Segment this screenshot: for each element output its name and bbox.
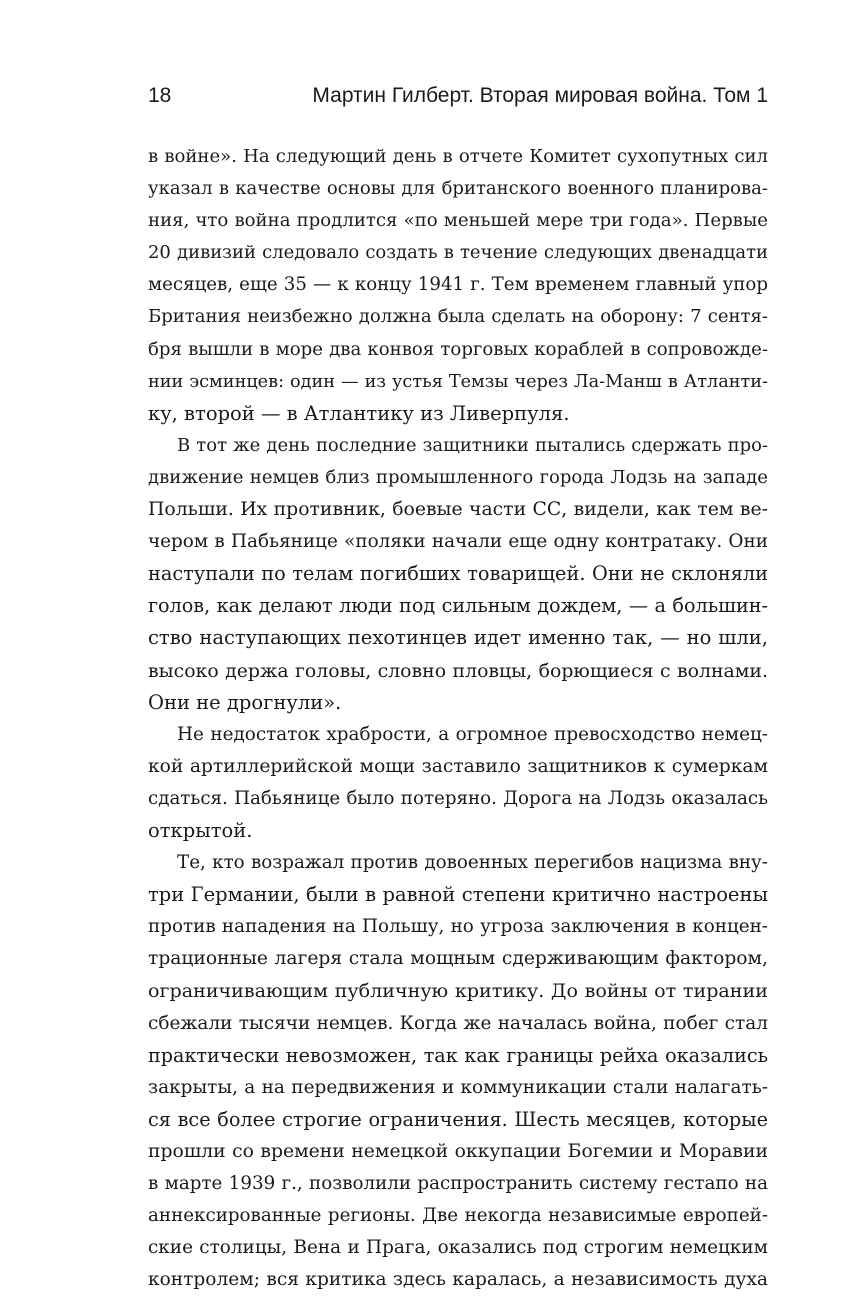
text-line: нии эсминцев: один — из устья Темзы через Ла-Манш в Атланти- <box>148 371 768 392</box>
text-line: ограничивающим публичную критику. До войны от тирании <box>148 979 768 1003</box>
paragraph-first-line: Те, кто возражал против довоенных перегибов нацизма вну- <box>177 852 768 874</box>
text-line: открытой. <box>148 818 253 842</box>
text-line: Польши. Их противник, боевые части СС, видели, как тем ве- <box>148 499 768 521</box>
text-line: бря вышли в море два конвоя торговых кораблей в сопровожде- <box>148 338 768 360</box>
text-line: Они не дрогнули». <box>148 690 342 714</box>
text-line: наступали по телам погибших товарищей. Они не склоняли <box>148 562 768 586</box>
text-line: практически невозможен, так как границы рейха оказались <box>148 1043 768 1067</box>
text-line: сбежали тысячи немцев. Когда же началась война, побег стал <box>148 1012 768 1034</box>
paragraph-first-line: В тот же день последние защитники пытались сдержать про- <box>177 434 768 456</box>
text-line: ку, второй — в Атлантику из Ливерпуля. <box>148 401 570 425</box>
text-line: кой артиллерийской мощи заставило защитников к сумеркам <box>148 755 768 777</box>
page-number: 18 <box>148 84 172 107</box>
text-line: контролем; вся критика здесь каралась, а независимость духа <box>148 1269 768 1291</box>
text-line: три Германии, были в равной степени критично настроены <box>148 883 768 907</box>
text-line: аннексированные регионы. Две некогда независимые европей- <box>148 1205 768 1227</box>
text-line: ся все более строгие ограничения. Шесть месяцев, которые <box>148 1107 768 1131</box>
text-line: в войне». На следующий день в отчете Комитет сухопутных сил <box>148 146 768 167</box>
text-line: прошли со времени немецкой оккупации Богемии и Моравии <box>148 1140 768 1162</box>
text-line: сдаться. Пабьянице было потеряно. Дорога на Лодзь оказалась <box>148 787 768 809</box>
paragraph-first-line: Не недостаток храбрости, а огромное превосходство немец- <box>177 723 768 745</box>
text-line: ство наступающих пехотинцев идет именно так, — но шли, <box>148 626 768 650</box>
text-line: голов, как делают люди под сильным дождем, — а большин- <box>148 594 768 618</box>
body-text <box>148 141 768 1296</box>
text-line: месяцев, еще 35 — к концу 1941 г. Тем временем главный упор <box>148 274 768 296</box>
text-line: закрыты, а на передвижения и коммуникации стали налагать- <box>148 1076 768 1098</box>
text-line: чером в Пабьянице «поляки начали еще одну контратаку. Они <box>148 531 768 553</box>
page-header <box>148 84 768 114</box>
text-line: движение немцев близ промышленного города Лодзь на западе <box>148 466 768 488</box>
text-line: трационные лагеря стала мощным сдерживающим фактором, <box>148 948 768 970</box>
text-line: ские столицы, Вена и Прага, оказались под строгим немецким <box>148 1237 768 1259</box>
text-line: 20 дивизий следовало создать в течение следующих двенадцати <box>148 242 768 264</box>
running-title: Мартин Гилберт. Вторая мировая война. Том 1 <box>312 84 768 107</box>
text-line: высоко держа головы, словно пловцы, борющиеся с волнами. <box>148 659 768 682</box>
text-line: в марте 1939 г., позволили распространить систему гестапо на <box>148 1173 768 1194</box>
text-line: против нападения на Польшу, но угроза заключения в концен- <box>148 916 768 938</box>
text-line: указал в качестве основы для британского военного планирова- <box>148 178 768 200</box>
text-line: ния, что война продлится «по меньшей мере три года». Первые <box>148 210 768 232</box>
text-line: Британия неизбежно должна была сделать на оборону: 7 сентя- <box>148 306 768 328</box>
